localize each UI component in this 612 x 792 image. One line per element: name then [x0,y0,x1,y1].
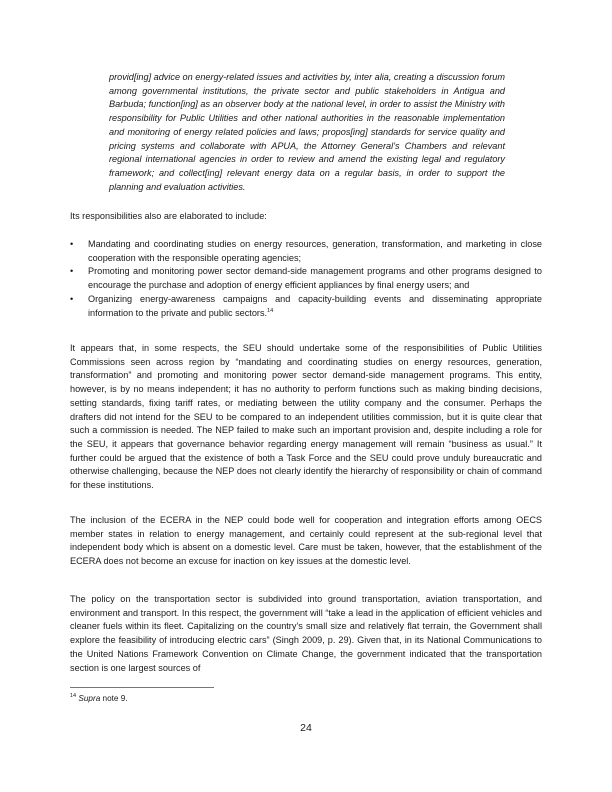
list-item [70,238,542,265]
page-number: 24 [300,722,312,734]
paragraph-ecera: The inclusion of the ECERA in the NEP could bode well for cooperation and integration efforts among OECS member states in relation to energy management, and certainly could represent at the sub-regional level that independent body which is absent on a domestic level. Care must be taken, however, that the establishment of the ECERA does not become an excuse for inaction on key issues at the domestic level. [70,515,542,567]
bullet-icon: • [70,293,74,304]
list-item-text: Organizing energy-awareness campaigns and capacity-building events and disseminating appropriate information to the private and public sectors. [88,293,542,318]
responsibilities-list [70,238,542,320]
footnote-number: 14 [70,693,77,699]
footnote-separator [70,687,214,688]
footnote-italic-text: Supra [78,694,101,703]
bullet-icon: • [70,266,74,277]
list-item-text: Promoting and monitoring power sector demand-side management programs and other programs designed to encourage the purchase and adoption of energy efficient appliances by final energy users; and [88,266,542,291]
footnote [70,693,128,704]
list-item [70,265,542,292]
footnote-text: note 9. [100,694,128,703]
list-item-text: Mandating and coordinating studies on energy resources, generation, transformation, and marketing in close cooperation with the responsible operating agencies; [88,239,542,263]
bullet-icon: • [70,239,74,249]
paragraph-seu-analysis: It appears that, in some respects, the SEU should undertake some of the responsibilities of Public Utilities Commissions seen across region by “mandating and coordinating studies on energy resources, generation, transformation” and promoting and monitoring power sector demand-side management programs. This entity, however, is by no means independent; it has no authority to perform functions such as making binding decisions, setting standards, fixing tariff rates, or mediating between the utility company and the consumer. Perhaps the drafters did not intend for the SEU to be compared to an independent utilities commission, but it is quite clear that such a commission is needed. The NEP failed to make such an important provision and, despite including a role for the SEU, it appears that governance behavior regarding energy management will remain “business as usual.” It further could be argued that the existence of both a Task Force and the SEU could prove unduly bureaucratic and otherwise challenging, because the NEP does not clearly identify the hierarchy of responsibility or chain of command for these institutions. [70,343,542,491]
list-item [70,293,542,320]
footnote-reference[interactable]: 14 [267,307,274,314]
intro-sentence: Its responsibilities also are elaborated to include: [70,211,267,221]
block-quote: provid[ing] advice on energy-related issues and activities by, inter alia, creating a discussion forum among governmental institutions, the private sector and public stakeholders in Antigua and Barbuda; function[ing] as an observer body at the national level, in order to assist the Ministry with responsibility for Public Utilities and other national authorities in the reasonable implementation and monitoring of energy related policies and laws; propos[ing] standards for service quality and pricing systems and collaborate with APUA, the Attorney General’s Chambers and relevant regional international agencies in order to review and amend the existing legal and regulatory framework; and collect[ing] relevant energy data on a regular basis, in order to support the planning and evaluation activities. [109,72,505,192]
paragraph-transportation: The policy on the transportation sector is subdivided into ground transportation, aviation transportation, and environment and transport. In this respect, the government will “take a lead in the application of efficient vehicles and cleaner fuels within its fleet. Capitalizing on the country’s small size and relatively flat terrain, the Government shall explore the feasibility of introducing electric cars” (Singh 2009, p. 29). Given that, in its National Communications to the United Nations Framework Convention on Climate Change, the government indicated that the transportation section is one largest sources of [70,594,542,673]
